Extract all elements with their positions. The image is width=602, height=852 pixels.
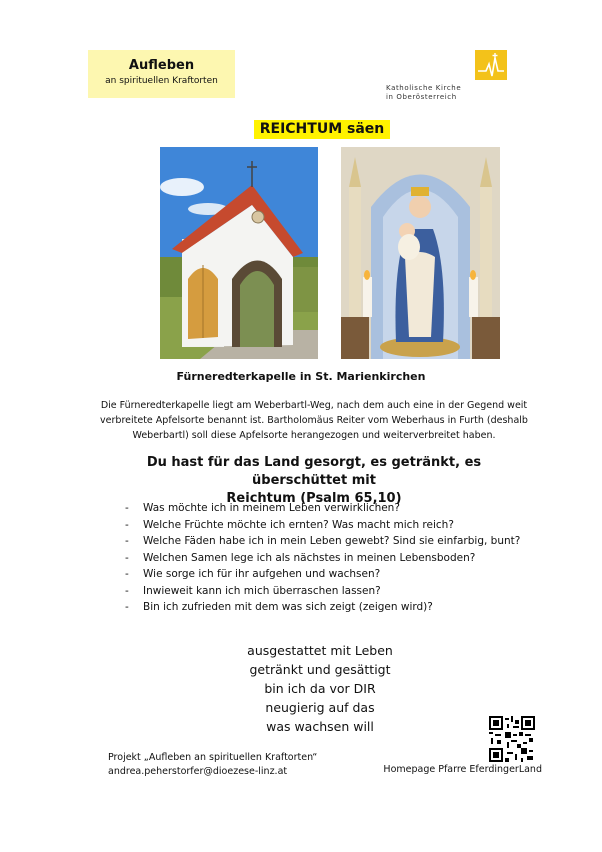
madonna-statue-photo — [341, 147, 500, 359]
list-item: - Wie sorge ich für ihr aufgehen und wachsen? — [125, 566, 565, 583]
poem-line: bin ich da vor DIR — [264, 681, 376, 696]
description-paragraph: Die Fürneredterkapelle liegt am Weberbartl-Weg, nach dem auch eine in der Gegend weit verbreitete Apfelsorte benannt ist. Bartholomäus Reiter vom Weberhaus in Furth (deshalb Weberbartl) soll diese Apfelsorte herangezogen und weiterverbreitet haben. — [100, 400, 528, 441]
badge-subtitle: an spirituellen Kraftorten — [105, 76, 218, 86]
logo-line-1: Katholische Kirche — [386, 84, 462, 92]
chapel-photo — [160, 147, 318, 359]
page-title: REICHTUM säen — [254, 120, 390, 139]
poem-line: ausgestattet mit Leben — [247, 643, 393, 658]
poem — [180, 641, 460, 736]
psalm-line-2: Reichtum (Psalm 65,10) — [226, 491, 402, 506]
logo-line-2: in Oberösterreich — [386, 93, 457, 101]
badge-title: Aufleben — [128, 58, 195, 73]
list-item: - Welchen Samen lege ich als nächstes in meinen Lebensboden? — [125, 550, 565, 567]
project-name: Projekt „Aufleben an spirituellen Kraftorten“ — [108, 752, 318, 763]
footer-contact — [108, 751, 368, 779]
list-item: - Welche Fäden habe ich in mein Leben gewebt? Sind sie einfarbig, bunt? — [125, 533, 565, 550]
homepage-link[interactable]: Homepage Pfarre EferdingerLand — [383, 764, 542, 775]
list-item: - Inwieweit kann ich mich überraschen lassen? — [125, 583, 565, 600]
church-logo-icon — [475, 50, 507, 80]
project-badge — [88, 50, 235, 98]
poem-line: was wachsen will — [266, 719, 374, 734]
qr-code-icon[interactable] — [489, 716, 535, 762]
contact-email-link[interactable]: andrea.peherstorfer@dioezese-linz.at — [108, 766, 288, 777]
list-item: - Was möchte ich in meinem Leben verwirklichen? — [125, 500, 565, 517]
poem-line: neugierig auf das — [265, 700, 375, 715]
church-logo-text — [386, 84, 508, 102]
psalm-line-1: Du hast für das Land gesorgt, es getränkt, es überschüttet mit — [146, 455, 482, 488]
list-item: - Bin ich zufrieden mit dem was sich zeigt (zeigen wird)? — [125, 599, 565, 616]
poem-line: getränkt und gesättigt — [249, 662, 391, 677]
reflection-questions — [125, 500, 565, 616]
list-item: - Welche Früchte möchte ich ernten? Was macht mich reich? — [125, 517, 565, 534]
photo-caption: Fürneredterkapelle in St. Marienkirchen — [176, 370, 426, 383]
